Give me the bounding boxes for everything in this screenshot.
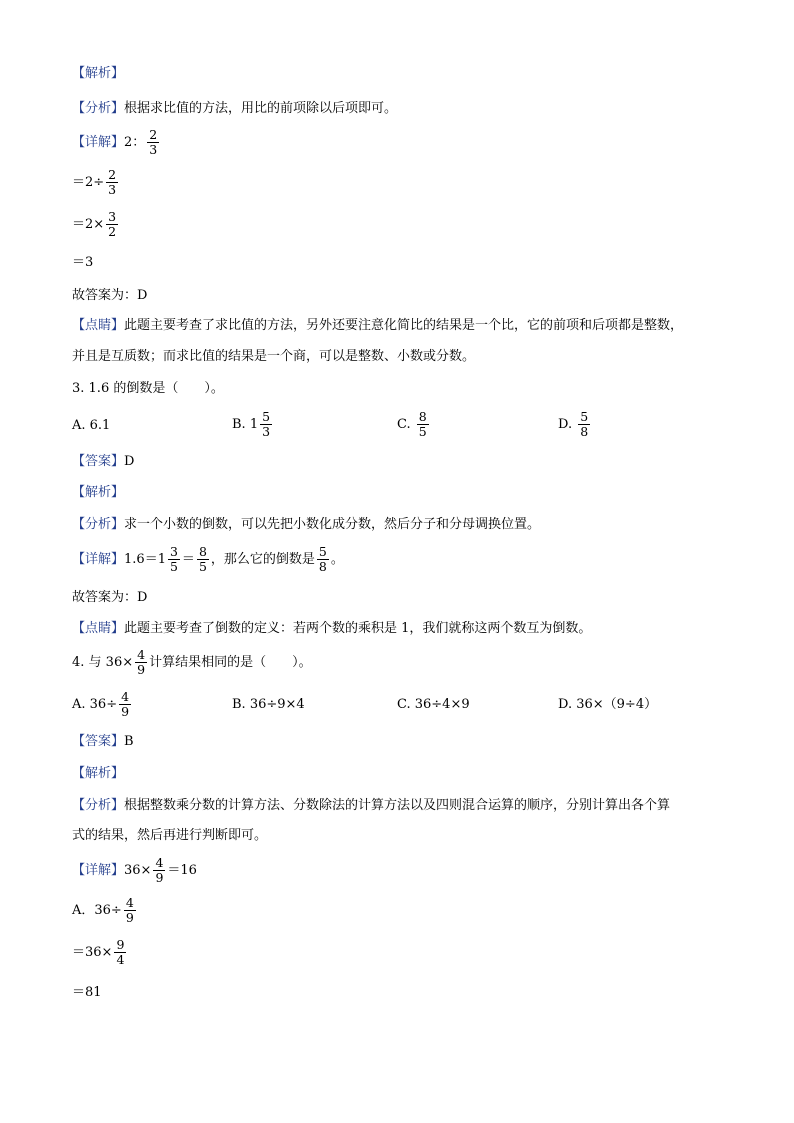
q2-step1 xyxy=(72,168,120,198)
numerator: 5 xyxy=(580,409,589,424)
q3-detail-end: 。 xyxy=(330,552,344,567)
numerator: 3 xyxy=(108,209,117,224)
q3-dianjing-text: 此题主要考查了倒数的定义：若两个数的乘积是 1，我们就称这两个数互为倒数。 xyxy=(124,621,592,636)
fenxi-tag: 【分析】 xyxy=(72,517,125,532)
q2-detail-head: 2： xyxy=(124,135,146,150)
denominator: 5 xyxy=(169,559,178,574)
q2-dianjing xyxy=(72,318,683,334)
q3-option-b xyxy=(232,410,274,440)
denominator: 9 xyxy=(125,910,134,925)
fraction xyxy=(124,896,136,925)
numerator: 4 xyxy=(125,895,134,910)
q3-option-d-label: D. xyxy=(558,417,573,432)
q2-dianjing-line2: 并且是互质数；而求比值的结果是一个商，可以是整数、小数或分数。 xyxy=(72,349,476,364)
q2-conclusion: 故答案为：D xyxy=(72,288,148,303)
fraction xyxy=(147,128,159,157)
numerator: 8 xyxy=(198,544,207,559)
denominator: 5 xyxy=(418,424,427,439)
fraction xyxy=(114,938,126,967)
jiexi-tag: 【解析】 xyxy=(72,66,125,81)
q3-option-b-label: B. 1 xyxy=(232,417,259,432)
q4-option-a-label: A. 36÷ xyxy=(72,697,118,712)
q3-option-a: A. 6.1 xyxy=(72,418,111,433)
q4-option-a xyxy=(72,690,133,720)
q4-analysis xyxy=(72,798,670,814)
numerator: 4 xyxy=(137,647,146,662)
q3-conclusion: 故答案为：D xyxy=(72,590,148,605)
q2-dianjing-line1: 此题主要考查了求比值的方法，另外还要注意化简比的结果是一个比，它的前项和后项都是整数， xyxy=(124,318,684,333)
fraction xyxy=(106,168,118,197)
denominator: 3 xyxy=(108,182,117,197)
fraction xyxy=(197,545,209,574)
q4-stem-post: 计算结果相同的是（ ）。 xyxy=(149,655,312,670)
q3-analysis xyxy=(72,517,540,533)
numerator: 3 xyxy=(169,544,178,559)
q2-step1-pre: ＝2÷ xyxy=(72,175,105,190)
denominator: 3 xyxy=(149,142,158,157)
xiangjie-tag: 【详解】 xyxy=(72,863,125,878)
q4-option-b: B. 36÷9×4 xyxy=(232,697,305,712)
q3-answer xyxy=(72,454,134,470)
numerator: 2 xyxy=(108,167,117,182)
q3-option-c xyxy=(397,410,431,440)
fraction xyxy=(135,648,147,677)
fraction xyxy=(260,410,272,439)
fenxi-tag: 【分析】 xyxy=(72,798,125,813)
q4-answer-value: B xyxy=(124,734,134,749)
daan-tag: 【答案】 xyxy=(72,454,125,469)
q3-dianjing xyxy=(72,621,591,637)
q3-answer-value: D xyxy=(124,454,135,469)
denominator: 8 xyxy=(580,424,589,439)
q2-step2-pre: ＝2× xyxy=(72,217,105,232)
numerator: 4 xyxy=(155,855,164,870)
numerator: 9 xyxy=(116,937,125,952)
denominator: 9 xyxy=(155,870,164,885)
q4-detail-pre: 36× xyxy=(124,863,152,878)
xiangjie-tag: 【详解】 xyxy=(72,135,125,150)
q3-detail-mid: ，那么它的倒数是 xyxy=(210,552,315,567)
daan-tag: 【答案】 xyxy=(72,734,125,749)
q4-detail xyxy=(72,856,197,886)
jiexi-tag: 【解析】 xyxy=(72,766,125,781)
q4-step-a1 xyxy=(72,896,138,926)
q3-detail-eq: ＝ xyxy=(181,552,195,567)
denominator: 9 xyxy=(137,662,146,677)
fraction xyxy=(317,545,329,574)
xiangjie-tag: 【详解】 xyxy=(72,552,125,567)
q3-option-c-label: C. xyxy=(397,417,411,432)
fenxi-tag: 【分析】 xyxy=(72,101,125,116)
jiexi-heading xyxy=(72,485,124,501)
dianjing-tag: 【点睛】 xyxy=(72,318,125,333)
fraction xyxy=(119,690,131,719)
q3-detail-pre: 1.6＝1 xyxy=(124,552,166,567)
q4-step-a1-pre: A．36÷ xyxy=(72,903,122,918)
fraction xyxy=(168,545,180,574)
q4-answer xyxy=(72,734,134,750)
q4-stem-pre: 4. 与 36× xyxy=(72,655,134,670)
denominator: 9 xyxy=(121,704,130,719)
denominator: 5 xyxy=(198,559,207,574)
fraction xyxy=(417,410,429,439)
numerator: 8 xyxy=(418,409,427,424)
numerator: 2 xyxy=(149,127,158,142)
fraction xyxy=(153,856,165,885)
q4-option-d: D. 36×（9÷4） xyxy=(558,697,658,712)
q3-analysis-text: 求一个小数的倒数，可以先把小数化成分数，然后分子和分母调换位置。 xyxy=(124,517,541,532)
q2-step2 xyxy=(72,210,120,240)
q4-step-a3: ＝81 xyxy=(72,985,102,1000)
jiexi-heading xyxy=(72,66,124,82)
q4-stem xyxy=(72,648,312,678)
q2-step3: ＝3 xyxy=(72,255,94,270)
numerator: 5 xyxy=(262,409,271,424)
denominator: 4 xyxy=(116,952,125,967)
jiexi-tag: 【解析】 xyxy=(72,485,125,500)
q3-detail xyxy=(72,545,344,575)
q2-detail xyxy=(72,128,161,158)
q4-analysis-line1: 根据整数乘分数的计算方法、分数除法的计算方法以及四则混合运算的顺序，分别计算出各个算 xyxy=(124,798,671,813)
q4-detail-post: ＝16 xyxy=(167,863,197,878)
denominator: 3 xyxy=(262,424,271,439)
q4-option-c: C. 36÷4×9 xyxy=(397,697,470,712)
q3-option-d xyxy=(558,410,592,440)
fraction xyxy=(106,210,118,239)
dianjing-tag: 【点睛】 xyxy=(72,621,125,636)
q3-stem: 3. 1.6 的倒数是（ ）。 xyxy=(72,381,224,396)
fraction xyxy=(578,410,590,439)
jiexi-heading xyxy=(72,766,124,782)
q2-analysis-text: 根据求比值的方法，用比的前项除以后项即可。 xyxy=(124,101,398,116)
denominator: 2 xyxy=(108,224,117,239)
q4-step-a2 xyxy=(72,938,128,968)
denominator: 8 xyxy=(318,559,327,574)
numerator: 5 xyxy=(318,544,327,559)
q4-step-a2-pre: ＝36× xyxy=(72,945,113,960)
q2-analysis xyxy=(72,101,397,117)
numerator: 4 xyxy=(121,689,130,704)
q4-analysis-line2: 式的结果，然后再进行判断即可。 xyxy=(72,828,268,843)
